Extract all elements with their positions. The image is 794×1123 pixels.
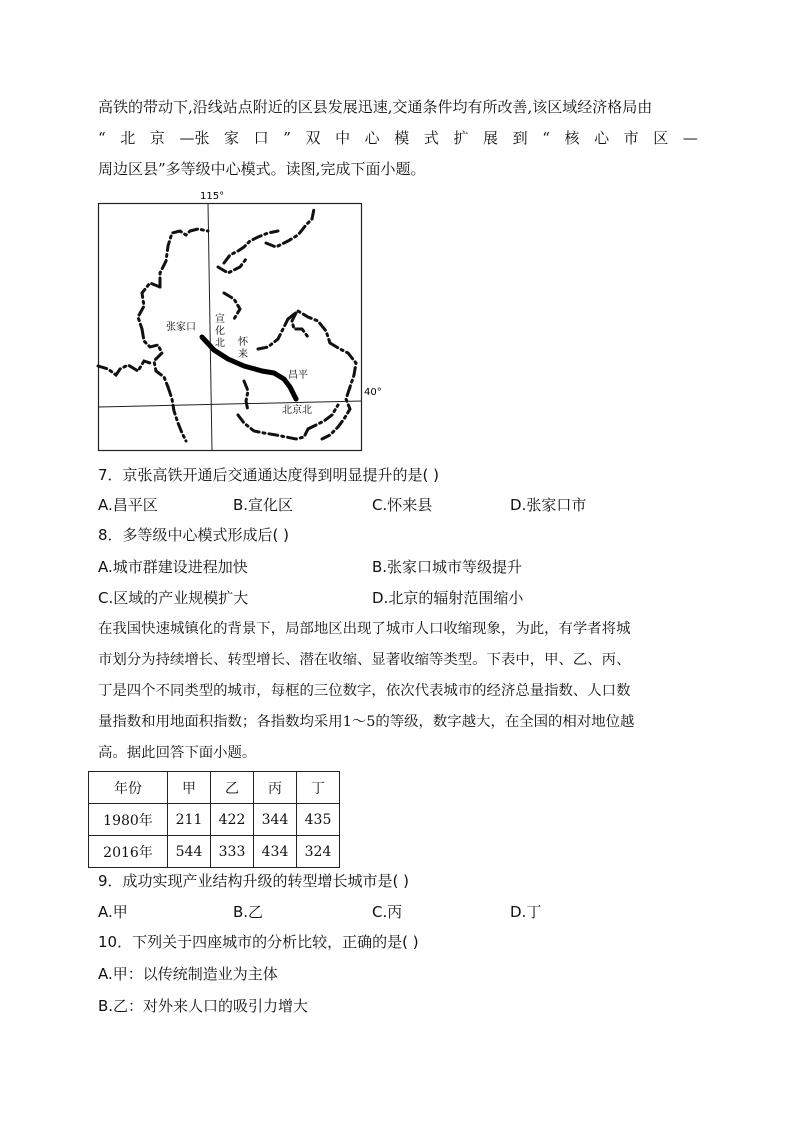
table-cell: 324 [297, 836, 340, 868]
q9-stem: 9．成功实现产业结构升级的转型增长城市是( ) [98, 872, 410, 890]
table-cell: 435 [297, 804, 340, 836]
intro-line-2-char: 核 [564, 129, 580, 147]
intro-line-1: 高铁的带动下,沿线站点附近的区县发展迅速,交通条件均有所改善,该区域经济格局由 [98, 98, 653, 116]
passage2-line-1: 在我国快速城镇化的背景下，局部地区出现了城市人口收缩现象，为此，有学者将城 [98, 621, 631, 637]
table-cell: 422 [211, 804, 254, 836]
station-label-changping: 昌平 [288, 370, 308, 381]
table-cell: 2016年 [89, 836, 168, 868]
q7-stem: 7．京张高铁开通后交通通达度得到明显提升的是( ) [98, 466, 440, 484]
station-label-huailai-2: 来 [238, 349, 248, 360]
table-cell: 434 [254, 836, 297, 868]
intro-line-2-char: 到 [512, 129, 528, 147]
intro-line-2-char: 家 [224, 129, 240, 147]
intro-line-2-char: —张 [179, 129, 210, 147]
intro-line-2-char: 心 [594, 129, 610, 147]
q7-option-b[interactable]: B.宣化区 [233, 496, 294, 514]
intro-line-2 [98, 128, 698, 148]
q7-option-c[interactable]: C.怀来县 [372, 496, 433, 514]
intro-line-2-char: 中 [335, 129, 351, 147]
table-cell: 1980年 [89, 804, 168, 836]
q10-option-a[interactable]: A.甲：以传统制造业为主体 [98, 965, 278, 983]
intro-line-2-char: “ [98, 129, 106, 147]
longitude-label: 115° [200, 191, 225, 202]
q8-option-c[interactable]: C.区域的产业规模扩大 [98, 589, 249, 607]
q10-option-b[interactable]: B.乙：对外来人口的吸引力增大 [98, 997, 309, 1015]
longitude-line-115 [208, 203, 212, 451]
intro-line-2-char: 式 [423, 129, 439, 147]
q9-option-d[interactable]: D.丁 [510, 903, 542, 921]
station-label-beijingbei: 北京北 [282, 405, 312, 416]
q7-option-a[interactable]: A.昌平区 [98, 496, 158, 514]
intro-line-2-char: “ [542, 129, 550, 147]
intro-line-2-char: 模 [394, 129, 410, 147]
latitude-label: 40° [364, 387, 382, 398]
table-header-cell: 丙 [254, 772, 297, 804]
q7-option-d[interactable]: D.张家口市 [510, 496, 587, 514]
intro-line-2-char: 展 [483, 129, 499, 147]
intro-line-2-char: 北 [120, 129, 136, 147]
q10-stem: 10．下列关于四座城市的分析比较，正确的是( ) [98, 933, 419, 951]
city-index-table [88, 771, 340, 868]
station-label-xuanhua-1: 宣 [215, 314, 225, 325]
station-label-zhangjiakou: 张家口 [166, 322, 196, 333]
table-row [89, 836, 340, 868]
table-cell: 333 [211, 836, 254, 868]
table-cell: 344 [254, 804, 297, 836]
intro-line-2-char: 市 [623, 129, 639, 147]
passage2-line-3: 丁是四个不同类型的城市，每框的三位数字，依次代表城市的经济总量指数、人口数 [98, 683, 631, 699]
table-header-cell: 丁 [297, 772, 340, 804]
q8-option-b[interactable]: B.张家口城市等级提升 [372, 558, 523, 576]
passage2-line-2: 市划分为持续增长、转型增长、潜在收缩、显著收缩等类型。下表中，甲、乙、丙、 [98, 652, 631, 668]
intro-line-2-char: ” [283, 129, 291, 147]
rail-map [98, 191, 382, 451]
table-row [89, 804, 340, 836]
intro-line-2-char: 心 [364, 129, 380, 147]
intro-line-2-char: 双 [305, 129, 321, 147]
passage2-line-4: 量指数和用地面积指数；各指数均采用1～5的等级，数字越大，在全国的相对地位越 [98, 714, 635, 730]
intro-line-2-char: — [682, 129, 698, 147]
intro-line-2-char: 区 [653, 129, 669, 147]
table-header-cell: 乙 [211, 772, 254, 804]
q9-option-c[interactable]: C.丙 [372, 903, 403, 921]
table-header-cell: 甲 [168, 772, 211, 804]
intro-line-2-char: 扩 [453, 129, 469, 147]
q8-stem: 8．多等级中心模式形成后( ) [98, 526, 290, 544]
q9-option-b[interactable]: B.乙 [233, 903, 264, 921]
intro-line-3: 周边区县”多等级中心模式。读图,完成下面小题。 [98, 160, 426, 178]
station-label-huailai-1: 怀 [238, 337, 248, 348]
table-header-row [89, 772, 340, 804]
table-header-cell: 年份 [89, 772, 168, 804]
table-cell: 544 [168, 836, 211, 868]
intro-line-2-char: 京 [149, 129, 165, 147]
passage2-line-5: 高。据此回答下面小题。 [98, 745, 257, 761]
q8-option-d[interactable]: D.北京的辐射范围缩小 [372, 589, 524, 607]
latitude-line-40 [98, 401, 362, 407]
station-marker-beijingbei [294, 397, 299, 402]
q8-option-a[interactable]: A.城市群建设进程加快 [98, 558, 248, 576]
table-cell: 211 [168, 804, 211, 836]
station-label-xuanhua-3: 北 [215, 338, 225, 349]
station-label-xuanhua-2: 化 [215, 326, 225, 337]
q9-option-a[interactable]: A.甲 [98, 903, 128, 921]
intro-line-2-char: 口 [253, 129, 269, 147]
